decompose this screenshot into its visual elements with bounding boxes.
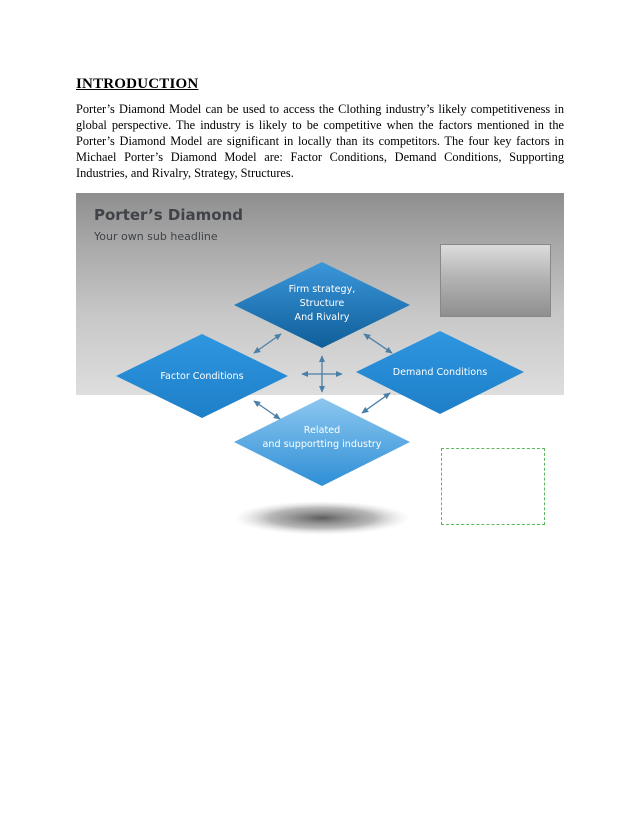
diamond-firm-strategy: [234, 262, 410, 348]
arrow-bottom-right: [362, 393, 390, 413]
diamond-firm-strategy-line3: And Rivalry: [294, 312, 350, 323]
arrow-top-right: [364, 334, 392, 353]
diamond-related-industry-line2: and supportting industry: [262, 439, 382, 450]
diamond-firm-strategy-line2: Structure: [299, 298, 345, 309]
figure-title: Porter’s Diamond: [94, 206, 243, 224]
section-heading: INTRODUCTION: [76, 76, 199, 92]
diamond-related-industry: [234, 398, 410, 486]
diamond-demand-conditions-label: Demand Conditions: [392, 367, 488, 378]
diagram-shadow: [234, 501, 410, 535]
figure-subtitle: Your own sub headline: [94, 230, 218, 243]
arrow-bottom-left: [254, 401, 280, 419]
diamond-firm-strategy-line1: Firm strategy,: [288, 284, 356, 295]
diamond-demand-conditions: [356, 331, 524, 414]
diamond-factor-conditions-label: Factor Conditions: [160, 371, 244, 382]
intro-paragraph: Porter’s Diamond Model can be used to access the Clothing industry’s likely competitiveness in global perspective. The industry is likely to be competitive when the factors mentioned in the Porter’s Diamond Model are significant in locally than its competitors. The four key factors in Michael Porter’s Diamond Model are: Factor Conditions, Demand Conditions, Supporting Industries, and Rivalry, Strategy, Structures.: [76, 102, 564, 180]
diamond-related-industry-line1: Related: [303, 425, 341, 436]
empty-placeholder-box: [441, 448, 545, 525]
arrow-top-left: [254, 334, 281, 353]
